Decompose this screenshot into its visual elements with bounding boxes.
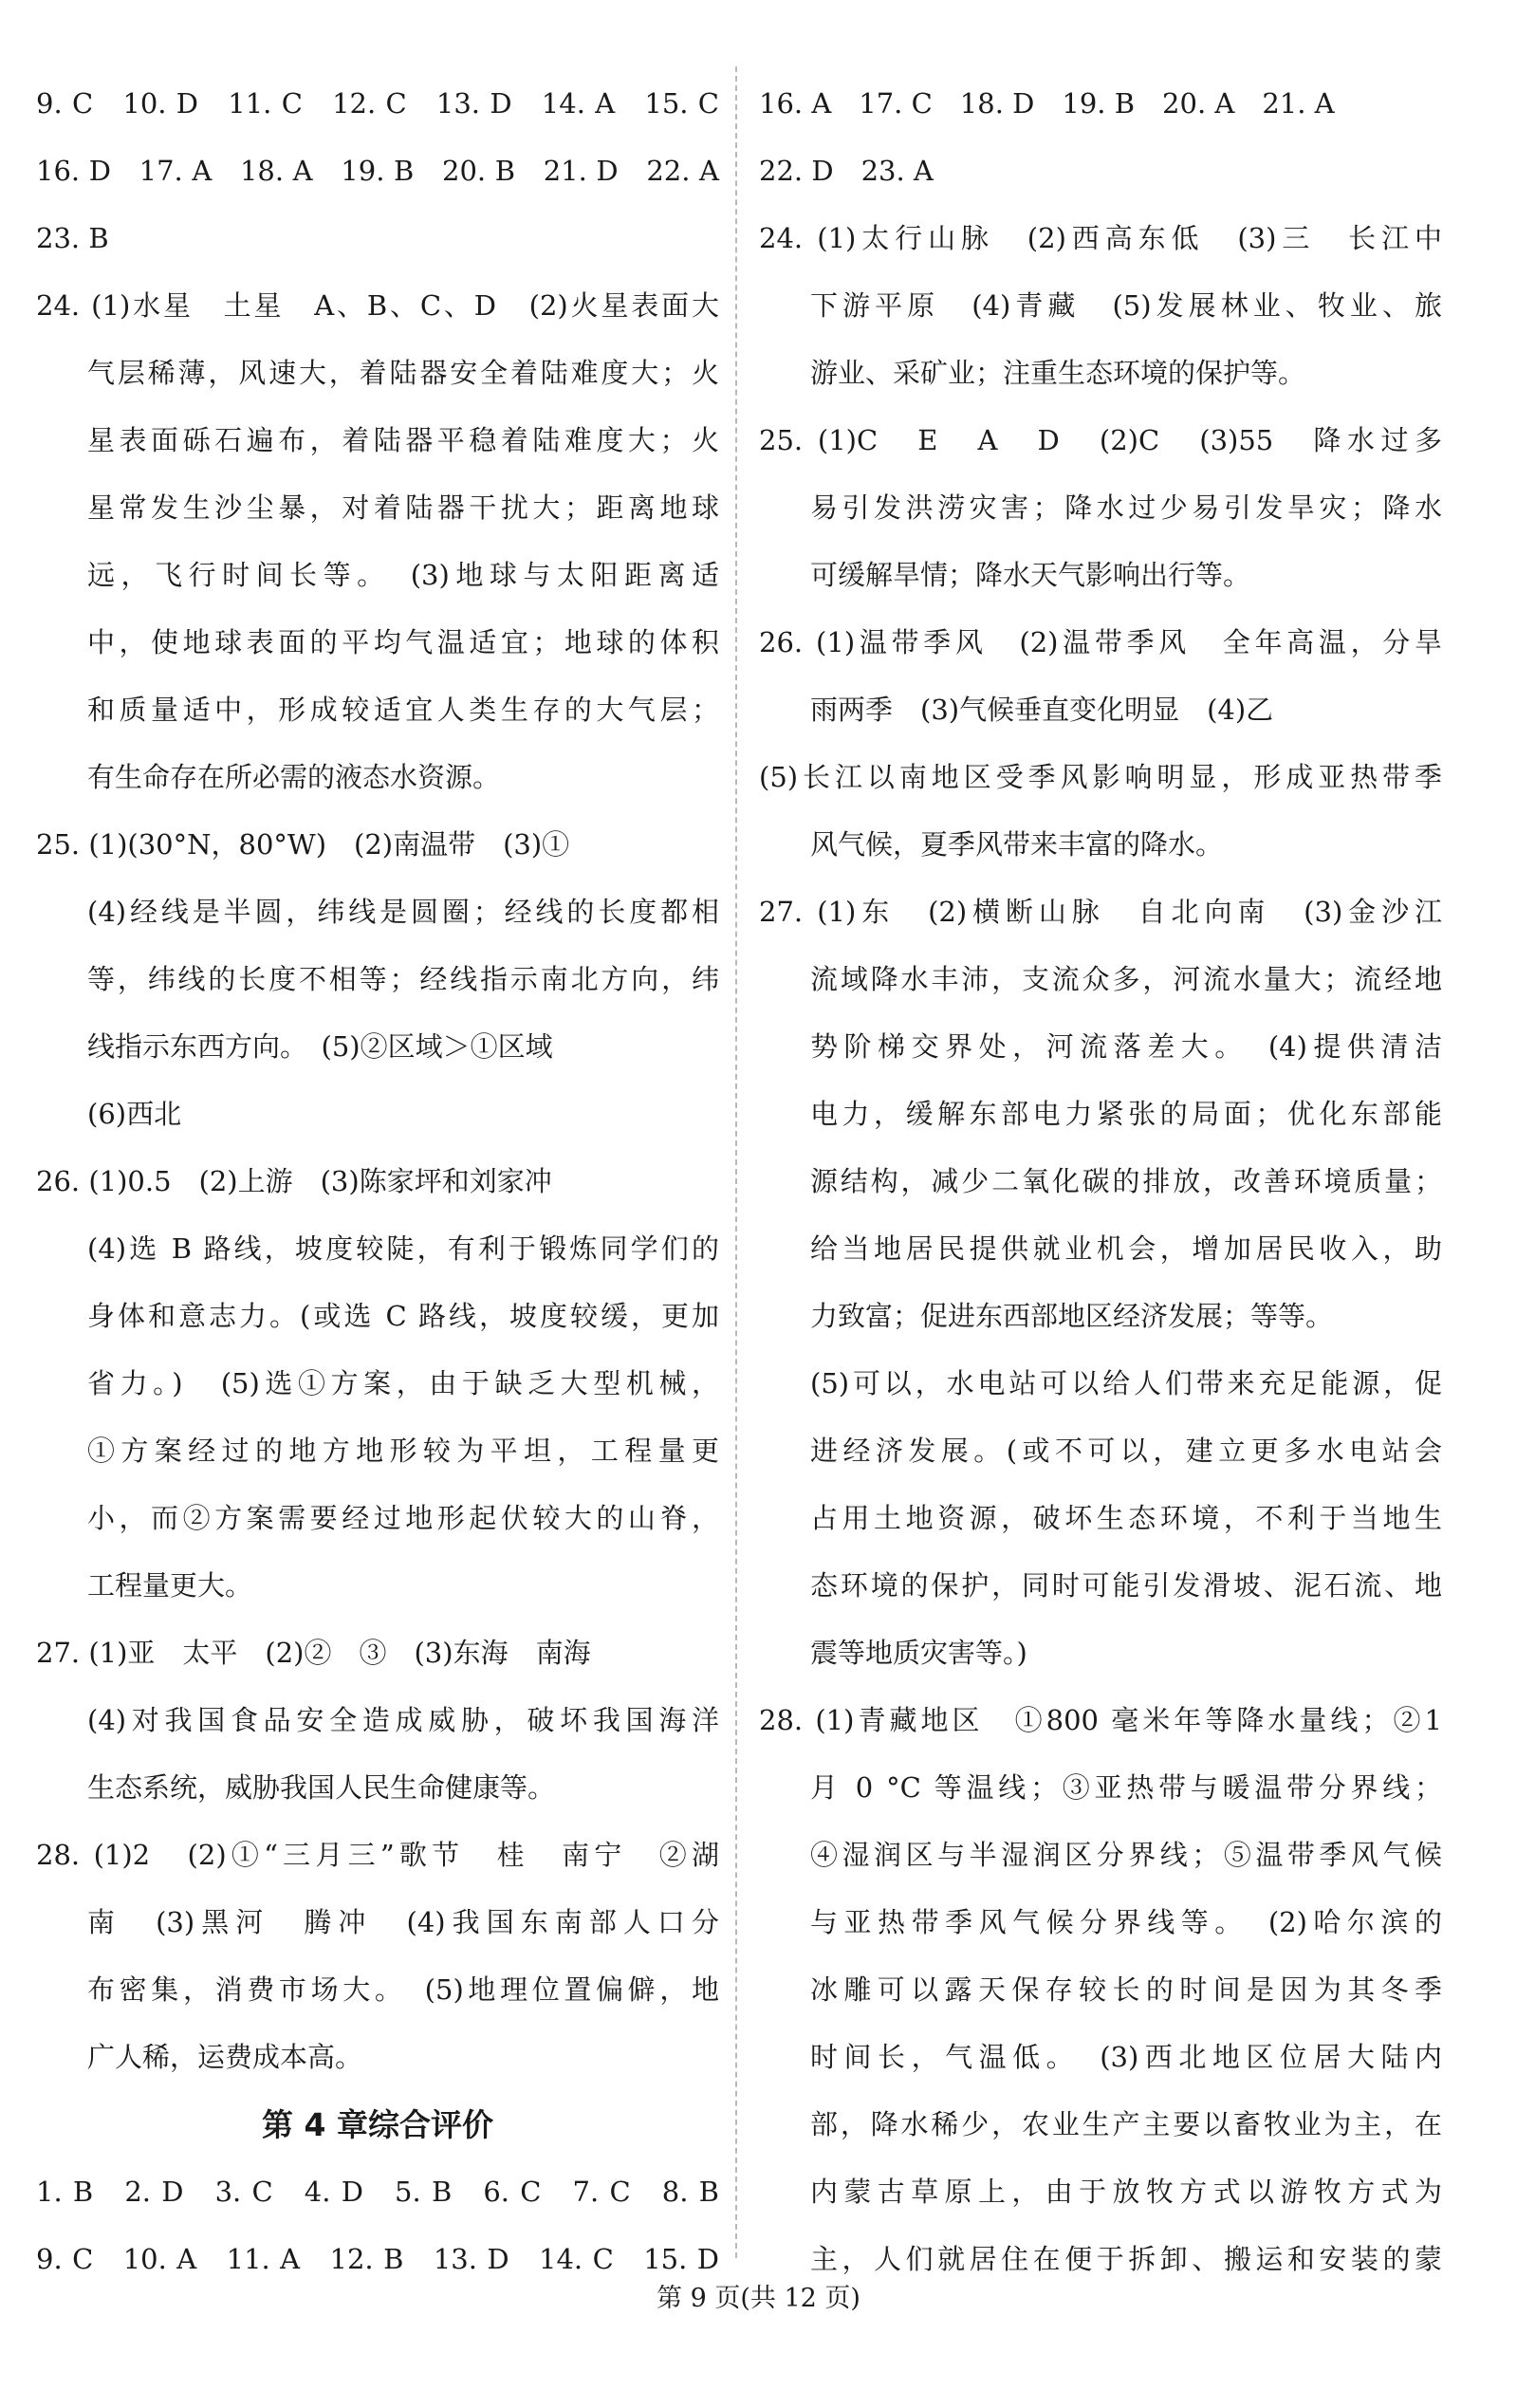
answer-line: 广人稀，运费成本高。	[87, 2041, 363, 2073]
answer-line: 源结构，减少二氧化碳的排放，改善环境质量；	[810, 1165, 1442, 1197]
answer-line: 占用土地资源，破坏生态环境，不利于当地生	[810, 1502, 1442, 1534]
answer-line: 有生命存在所必需的液态水资源。	[87, 761, 501, 793]
answer-line: 星表面砾石遍布，着陆器平稳着陆难度大；火	[87, 424, 719, 456]
answer-line: 力致富；促进东西部地区经济发展；等等。	[810, 1300, 1334, 1332]
answer-line: 生态系统，威胁我国人民生命健康等。	[87, 1771, 556, 1804]
answer-line: 风气候，夏季风带来丰富的降水。	[810, 828, 1224, 861]
answer-line: 势阶梯交界处，河流落差大。 (4)提供清洁	[810, 1030, 1442, 1063]
answer-line: 27. (1)东 (2)横断山脉 自北向南 (3)金沙江	[759, 896, 1442, 928]
answer-line: 时间长，气温低。 (3)西北地区位居大陆内	[810, 2041, 1442, 2073]
right-column	[759, 70, 1442, 2293]
answer-line: 电力，缓解东部电力紧张的局面；优化东部能	[810, 1098, 1442, 1130]
answer-line: 南 (3)黑河 腾冲 (4)我国东南部人口分	[87, 1906, 719, 1938]
answer-line: 25. (1)C E A D (2)C (3)55 降水过多	[759, 424, 1442, 456]
answer-line: 气层稀薄，风速大，着陆器安全着陆难度大；火	[87, 357, 719, 389]
answer-line: 22. D 23. A	[759, 155, 934, 187]
answer-line: 内蒙古草原上，由于放牧方式以游牧方式为	[810, 2176, 1442, 2208]
answer-line: 23. B	[36, 222, 109, 254]
answer-line: (5)可以，水电站可以给人们带来充足能源，促	[810, 1367, 1442, 1399]
answer-line: (6)西北	[87, 1098, 182, 1130]
answer-line: 月 0 °C 等温线；③亚热带与暖温带分界线；	[810, 1771, 1442, 1804]
answer-line: 16. D 17. A 18. A 19. B 20. B 21. D 22. A	[36, 155, 719, 187]
answer-line: 冰雕可以露天保存较长的时间是因为其冬季	[810, 1973, 1442, 2006]
column-divider	[735, 66, 737, 2258]
answer-line: 下游平原 (4)青藏 (5)发展林业、牧业、旅	[810, 289, 1442, 322]
answer-line: 主，人们就居住在便于拆卸、搬运和安装的蒙	[810, 2243, 1442, 2275]
answer-line: 等，纬线的长度不相等；经线指示南北方向，纬	[87, 963, 719, 995]
answer-line: (4)经线是半圆，纬线是圆圈；经线的长度都相	[87, 896, 719, 928]
answer-line: 线指示东西方向。 (5)②区域＞①区域	[87, 1030, 553, 1063]
answer-line: 工程量更大。	[87, 1569, 253, 1602]
answer-line: 16. A 17. C 18. D 19. B 20. A 21. A	[759, 87, 1335, 120]
answer-line: 26. (1)温带季风 (2)温带季风 全年高温，分旱	[759, 626, 1442, 658]
answer-line: (4)选 B 路线，坡度较陡，有利于锻炼同学们的	[87, 1232, 719, 1265]
answer-line: 星常发生沙尘暴，对着陆器干扰大；距离地球	[87, 491, 719, 524]
answer-line: 游业、采矿业；注重生态环境的保护等。	[810, 357, 1306, 389]
answer-line: 9. C 10. A 11. A 12. B 13. D 14. C 15. D	[36, 2243, 719, 2275]
answer-line: 与亚热带季风气候分界线等。 (2)哈尔滨的	[810, 1906, 1442, 1938]
answer-line: 易引发洪涝灾害；降水过少易引发旱灾；降水	[810, 491, 1442, 524]
answer-line: 可缓解旱情；降水天气影响出行等。	[810, 559, 1251, 591]
answer-line: ④湿润区与半湿润区分界线；⑤温带季风气候	[810, 1839, 1442, 1871]
answer-line: 流域降水丰沛，支流众多，河流水量大；流经地	[810, 963, 1442, 995]
answer-line: 24. (1)水星 土星 A、B、C、D (2)火星表面大	[36, 289, 719, 322]
answer-line: 小，而②方案需要经过地形起伏较大的山脊，	[87, 1502, 719, 1534]
answer-line: 态环境的保护，同时可能引发滑坡、泥石流、地	[810, 1569, 1442, 1602]
answer-line: 1. B 2. D 3. C 4. D 5. B 6. C 7. C 8. B	[36, 2176, 719, 2208]
answer-line: (5)长江以南地区受季风影响明显，形成亚热带季	[759, 761, 1442, 793]
answer-line: 远，飞行时间长等。 (3)地球与太阳距离适	[87, 559, 719, 591]
answer-line: 震等地质灾害等。)	[810, 1637, 1027, 1669]
answer-line: 中，使地球表面的平均气温适宜；地球的体积	[87, 626, 719, 658]
answer-line: 27. (1)亚 太平 (2)② ③ (3)东海 南海	[36, 1637, 591, 1669]
answer-line: 28. (1)2 (2)①“三月三”歌节 桂 南宁 ②湖	[36, 1839, 719, 1871]
answer-line: 9. C 10. D 11. C 12. C 13. D 14. A 15. C	[36, 87, 719, 120]
answer-line: 28. (1)青藏地区 ①800 毫米年等降水量线；②1	[759, 1704, 1442, 1736]
answer-line: 布密集，消费市场大。 (5)地理位置偏僻，地	[87, 1973, 719, 2006]
answer-line: 24. (1)太行山脉 (2)西高东低 (3)三 长江中	[759, 222, 1442, 254]
answer-line: 25. (1)(30°N，80°W) (2)南温带 (3)①	[36, 828, 570, 861]
answer-line: 进经济发展。(或不可以，建立更多水电站会	[810, 1435, 1442, 1467]
left-column	[36, 70, 719, 2293]
answer-line: 省力。) (5)选①方案，由于缺乏大型机械，	[87, 1367, 719, 1399]
page-footer: 第 9 页(共 12 页)	[657, 2284, 860, 2313]
answer-line: 和质量适中，形成较适宜人类生存的大气层；	[87, 694, 719, 726]
answer-line: ①方案经过的地方地形较为平坦，工程量更	[87, 1435, 719, 1467]
answer-line: 26. (1)0.5 (2)上游 (3)陈家坪和刘家冲	[36, 1165, 552, 1197]
answer-line: 给当地居民提供就业机会，增加居民收入，助	[810, 1232, 1442, 1265]
answer-line: 雨两季 (3)气候垂直变化明显 (4)乙	[810, 694, 1274, 726]
section-heading: 第 4 章综合评价	[262, 2106, 493, 2143]
answer-line: 部，降水稀少，农业生产主要以畜牧业为主，在	[810, 2108, 1442, 2140]
answer-line: (4)对我国食品安全造成威胁，破坏我国海洋	[87, 1704, 719, 1736]
answer-line: 身体和意志力。(或选 C 路线，坡度较缓，更加	[87, 1300, 719, 1332]
